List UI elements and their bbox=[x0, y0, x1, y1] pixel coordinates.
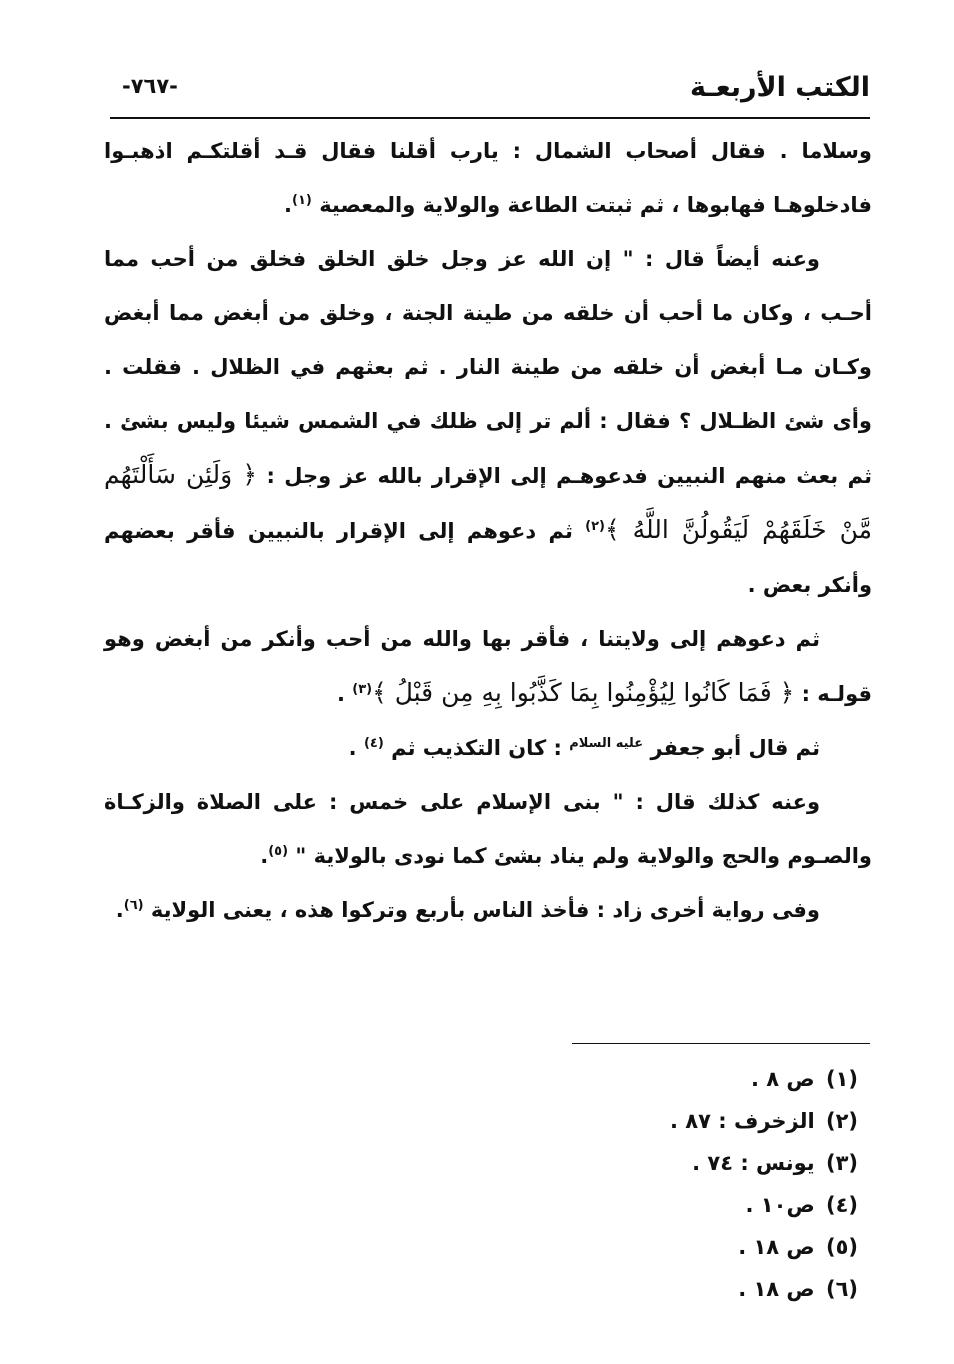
paragraph-4-text-a: ثم قال أبو جعفر bbox=[650, 736, 820, 760]
footnote-ref-3: (٣) bbox=[352, 682, 373, 697]
paragraph-1 bbox=[104, 124, 872, 232]
footnote-text: الزخرف : ٨٧ . bbox=[669, 1109, 815, 1133]
header-rule bbox=[110, 117, 870, 119]
footnote-text: ص ١٨ . bbox=[738, 1235, 815, 1259]
footnote-number: (٣) bbox=[825, 1151, 858, 1175]
paragraph-5-text: وعنه كذلك قال : " بنى الإسلام على خمس : على الصلاة والزكـاة والصـوم والحج والولاية ولم يناد بشئ كما نودى بالولاية " bbox=[104, 790, 872, 868]
running-title: الكتب الأربعـة bbox=[690, 72, 870, 103]
footnote-ref-5: (٥) bbox=[268, 844, 289, 859]
footnotes bbox=[560, 1058, 858, 1310]
period: . bbox=[260, 844, 269, 868]
paragraph-4-text-b: : كان التكذيب ثم bbox=[391, 736, 562, 760]
footnote-ref-2: (٢) bbox=[585, 519, 605, 534]
paragraph-2 bbox=[104, 232, 872, 612]
paragraph-4 bbox=[104, 721, 872, 775]
quran-verse-1: ﴿ وَلَئِن سَأَلْتَهُم مَّنْ خَلَقَهُمْ لَيَقُولُنَّ اللَّهُ ﴾ bbox=[104, 460, 872, 544]
footnote-ref-1: (١) bbox=[292, 193, 312, 208]
footnote-text: ص ١٨ . bbox=[738, 1277, 815, 1301]
footnote-item bbox=[560, 1226, 858, 1268]
footnote-number: (٤) bbox=[825, 1193, 858, 1217]
footnote-number: (١) bbox=[825, 1067, 858, 1091]
period: . bbox=[115, 898, 124, 922]
footnote-number: (٢) bbox=[825, 1109, 858, 1133]
footnote-ref-6: (٦) bbox=[123, 898, 144, 913]
footnote-number: (٦) bbox=[825, 1277, 858, 1301]
paragraph-3 bbox=[104, 612, 872, 721]
paragraph-5 bbox=[104, 775, 872, 883]
footnote-text: ص ٨ . bbox=[751, 1067, 815, 1091]
period: . bbox=[336, 682, 345, 706]
footnote-item bbox=[560, 1142, 858, 1184]
footnote-number: (٥) bbox=[825, 1235, 858, 1259]
paragraph-6 bbox=[104, 883, 872, 937]
paragraph-2-text-b: ثم دعوهم إلى الإقرار بالنبيين فأقر بعضهم وأنكر بعض . bbox=[104, 519, 872, 597]
footnote-text: ص١٠ . bbox=[745, 1193, 815, 1217]
footnote-ref-4: (٤) bbox=[363, 736, 384, 751]
period: . bbox=[348, 736, 357, 760]
paragraph-3-text: ثم دعوهم إلى ولايتنا ، فأقر بها والله من أحب وأنكر من أبغض وهو قولـه : bbox=[104, 627, 872, 706]
footnote-item bbox=[560, 1268, 858, 1310]
honorific-glyph: عليه السلام bbox=[569, 736, 644, 751]
footnote-item bbox=[560, 1100, 858, 1142]
paragraph-1-text: وسلاما . فقال أصحاب الشمال : يارب أقلنا فقال قـد أقلتكـم اذهبـوا فادخلوهـا فهابوها ، ثم ثبتت الطاعة والولاية والمعصية bbox=[104, 139, 872, 217]
page-header bbox=[110, 70, 870, 114]
page-number: -٧٦٧- bbox=[122, 74, 178, 98]
period: . bbox=[284, 193, 293, 217]
footnote-item bbox=[560, 1184, 858, 1226]
footnote-item bbox=[560, 1058, 858, 1100]
footnote-text: يونس : ٧٤ . bbox=[692, 1151, 815, 1175]
main-text bbox=[104, 124, 872, 937]
footnote-separator bbox=[572, 1043, 870, 1044]
paragraph-2-text-a: وعنه أيضاً قال : " إن الله عز وجل خلق الخلق فخلق من أحب مما أحـب ، وكان ما أحب أن خلقه من طينة الجنة ، وخلق من أبغض مما أبغض وكـان مـا أبغض أن خلقه من طينة النار . ثم بعثهم في الظلال . فقلت . وأى شئ الظـلال ؟ فقال : ألم تر إلى ظلك في الشمس شيئا وليس بشئ . ثم بعث منهم النبيين فدعوهـم إلى الإقرار بالله عز وجل : bbox=[104, 247, 872, 488]
paragraph-6-text: وفى رواية أخرى زاد : فأخذ الناس بأربع وتركوا هذه ، يعنى الولاية bbox=[150, 898, 820, 922]
quran-verse-2: ﴿ فَمَا كَانُوا لِيُؤْمِنُوا بِمَا كَذَّبُوا بِهِ مِن قَبْلُ ﴾ bbox=[372, 678, 795, 707]
